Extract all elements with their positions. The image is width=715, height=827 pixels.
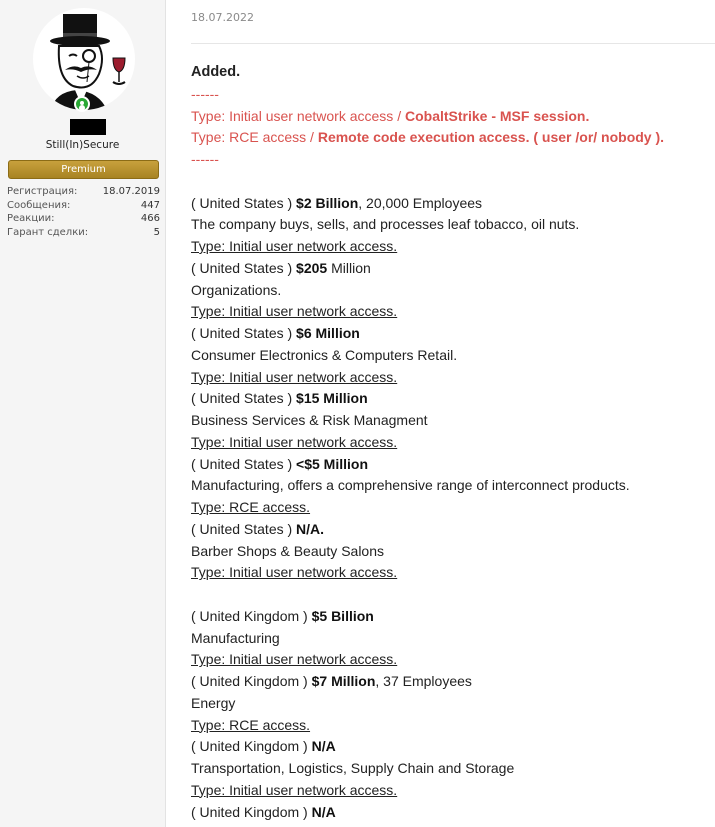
premium-badge: Premium	[8, 160, 159, 179]
spacer	[191, 584, 715, 606]
entry-type: Type: Initial user network access.	[191, 433, 398, 450]
post-date[interactable]: 18.07.2022	[191, 11, 254, 24]
avatar-gentleman-icon	[33, 8, 135, 110]
entry-header: ( United States ) $2 Billion, 20,000 Employees	[191, 194, 483, 211]
entry-desc: Transportation, Logistics, Supply Chain and Storage	[191, 760, 515, 776]
type-line-cobaltstrike: Type: Initial user network access / CobaltStrike - MSF session.	[191, 107, 590, 124]
stat-row-reactions: Реакции: 466	[7, 213, 160, 224]
entry-desc: The company buys, sells, and processes leaf tobacco, oil nuts.	[191, 216, 580, 233]
added-heading: Added.	[191, 64, 241, 80]
entry-type: Type: Initial user network access.	[191, 781, 398, 798]
entry-desc: Organizations.	[191, 281, 282, 298]
entry-header: ( United States ) $205 Million	[191, 259, 371, 276]
entry-header: ( United Kingdom ) $7 Million, 37 Employees	[191, 673, 472, 689]
entry-header: ( United States ) N/A.	[191, 520, 325, 537]
entry-header: ( United States ) <$5 Million	[191, 455, 369, 472]
stat-row-messages: Сообщения: 447	[7, 199, 160, 211]
entry-type: Type: RCE access.	[191, 716, 311, 733]
entry-desc: Business Services & Risk Managment	[191, 412, 428, 428]
entry-desc: Manufacturing, offers a comprehensive range of interconnect products.	[191, 477, 630, 494]
separator: ------	[191, 85, 219, 102]
entry-type: Type: Initial user network access.	[191, 238, 398, 254]
entry-header: ( United Kingdom ) N/A	[191, 803, 336, 820]
username[interactable]: Still(In)Secure	[45, 139, 120, 151]
entry-type: Type: Initial user network access.	[191, 564, 398, 581]
entry-type: Type: RCE access.	[191, 499, 311, 515]
redacted-block	[70, 119, 106, 135]
entry-header: ( United States ) $15 Million	[191, 390, 368, 407]
entry-desc: Barber Shops & Beauty Salons	[191, 542, 385, 559]
post-body	[191, 62, 715, 823]
stat-row-guarantor: Гарант сделки: 5	[7, 226, 160, 238]
entry-header: ( United States ) $6 Million	[191, 325, 360, 341]
online-status-icon	[74, 96, 90, 112]
entry-type: Type: Initial user network access.	[191, 368, 398, 385]
separator: ------	[191, 151, 219, 167]
avatar[interactable]	[33, 8, 135, 110]
post-divider	[191, 43, 715, 44]
entry-header: ( United Kingdom ) N/A	[191, 738, 336, 755]
entry-type: Type: Initial user network access.	[191, 651, 398, 668]
type-line-rce: Type: RCE access / Remote code execution access. ( user /or/ nobody ).	[191, 129, 665, 146]
entry-desc: Energy	[191, 694, 236, 711]
user-sidebar	[0, 0, 166, 827]
user-stats	[7, 185, 160, 239]
entry-type: Type: Initial user network access.	[191, 303, 398, 320]
entry-header: ( United Kingdom ) $5 Billion	[191, 607, 374, 624]
entry-desc: Manufacturing	[191, 629, 280, 646]
stat-row-registration: Регистрация: 18.07.2019	[7, 186, 160, 197]
entry-desc: Consumer Electronics & Computers Retail.	[191, 346, 458, 363]
spacer	[191, 171, 715, 193]
